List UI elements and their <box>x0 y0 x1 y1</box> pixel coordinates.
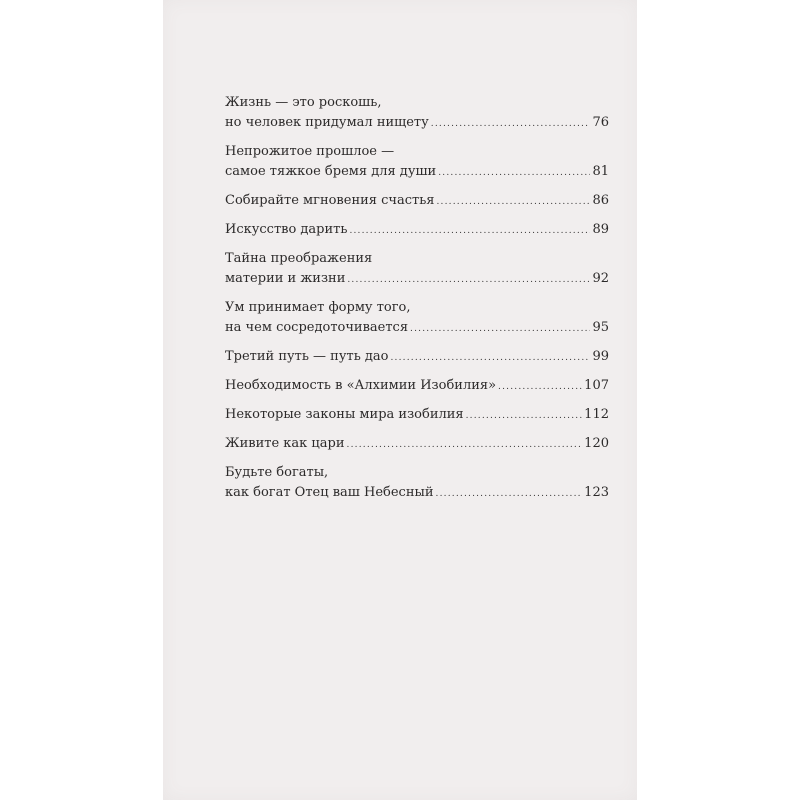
toc-entry-title-line: Жизнь — это роскошь, <box>225 95 382 110</box>
toc-entry-title-line: на чем сосредоточивается <box>225 320 409 335</box>
toc-entry-title-line: Искусство дарить <box>225 222 348 237</box>
toc-entry <box>225 347 609 367</box>
toc-entry-title-line: материи и жизни <box>225 271 346 286</box>
dot-leader <box>436 484 583 504</box>
toc-entry <box>225 376 609 396</box>
dot-leader <box>437 192 591 212</box>
toc-page-number: 120 <box>584 436 609 451</box>
toc-page-number: 92 <box>592 271 609 286</box>
toc-entry-title-line: Будьте богаты, <box>225 465 329 480</box>
toc-entry <box>225 249 609 289</box>
toc-page-number: 112 <box>584 407 609 422</box>
toc-page-number: 95 <box>592 320 609 335</box>
toc-entry <box>225 463 609 503</box>
dot-leader <box>498 377 582 397</box>
toc-page-number: 86 <box>592 193 609 208</box>
dot-leader <box>347 270 590 290</box>
dot-leader <box>438 163 590 183</box>
toc-entry <box>225 434 609 454</box>
toc-entry-title-line: Живите как цари <box>225 436 345 451</box>
toc-entry <box>225 142 609 182</box>
toc-entry <box>225 298 609 338</box>
toc-page-number: 99 <box>592 349 609 364</box>
dot-leader <box>390 348 590 368</box>
toc-entry <box>225 191 609 211</box>
dot-leader <box>431 114 591 134</box>
toc-entry-title-line: Третий путь — путь дао <box>225 349 389 364</box>
toc-page-number: 107 <box>584 378 609 393</box>
toc-entry-title-line: Непрожитое прошлое — <box>225 144 395 159</box>
toc-entry <box>225 220 609 240</box>
table-of-contents <box>225 93 609 512</box>
dot-leader <box>349 221 590 241</box>
toc-page-number: 76 <box>592 115 609 130</box>
dot-leader <box>410 319 590 339</box>
toc-page-number: 89 <box>592 222 609 237</box>
toc-entry-title-line: Ум принимает форму того, <box>225 300 411 315</box>
toc-entry-title-line: самое тяжкое бремя для души <box>225 164 437 179</box>
toc-entry <box>225 93 609 133</box>
toc-entry-title-line: как богат Отец ваш Небесный <box>225 485 434 500</box>
toc-page-number: 123 <box>584 485 609 500</box>
toc-entry-title-line: Необходимость в «Алхимии Изобилия» <box>225 378 497 393</box>
toc-page-number: 81 <box>592 164 609 179</box>
toc-entry-title-line: Тайна преображения <box>225 251 373 266</box>
toc-entry <box>225 405 609 425</box>
toc-entry-title-line: Собирайте мгновения счастья <box>225 193 435 208</box>
toc-entry-title-line: Некоторые законы мира изобилия <box>225 407 464 422</box>
dot-leader <box>466 406 583 426</box>
dot-leader <box>347 435 583 455</box>
toc-entry-title-line: но человек придумал нищету <box>225 115 429 130</box>
